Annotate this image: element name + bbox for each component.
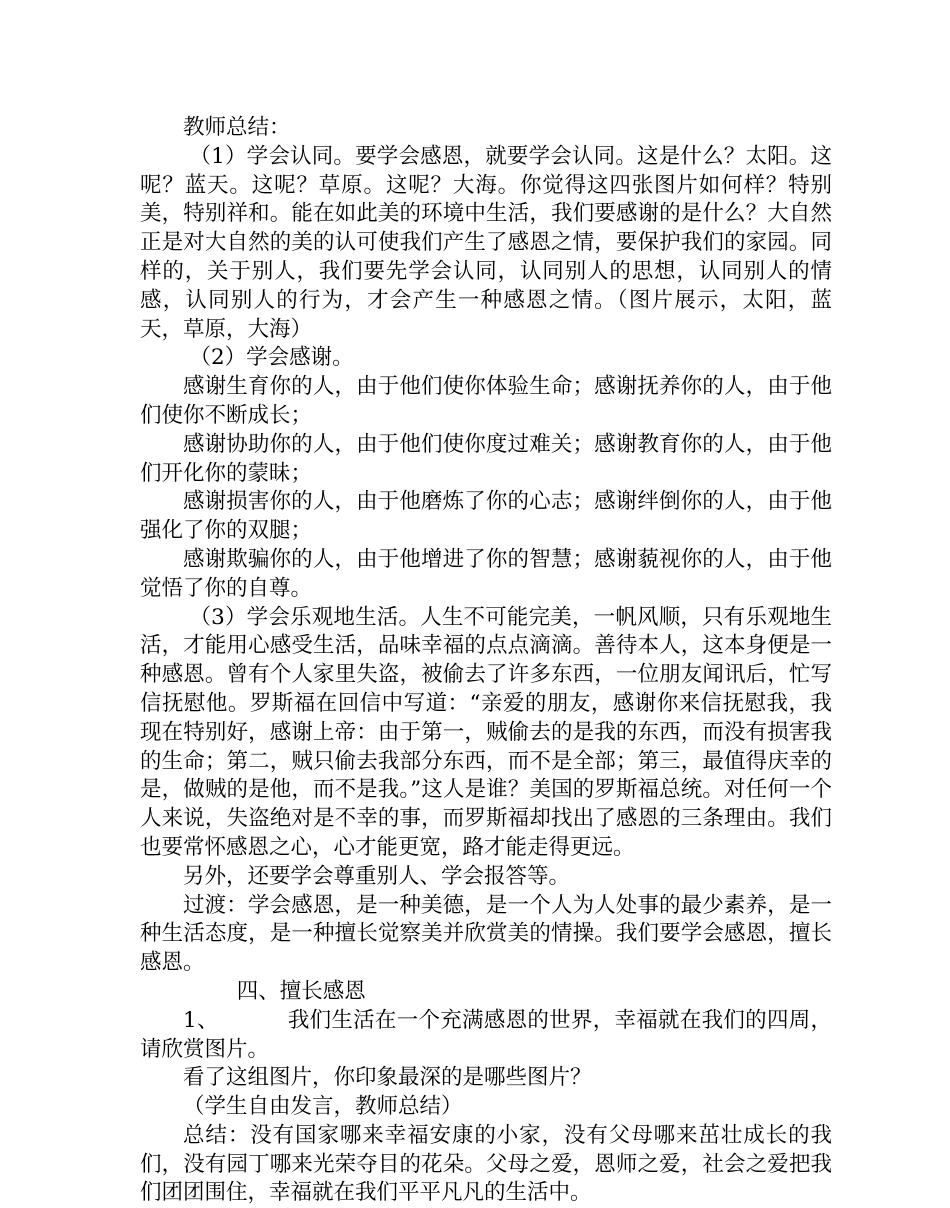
paragraph-optimistic-living: （3）学会乐观地生活。人生不可能完美，一帆风顺，只有乐观地生活，才能用心感受生活，品味幸福的点点滴滴。善待本人，这本身便是一种感恩。曾有个人家里失盗，被偷去了许多东西，一位朋友闻讯后，忙写信抚慰他。罗斯福在回信中写道：“亲爱的朋友，感谢你来信抚慰我，我现在特别好，感谢上帝：由于第一，贼偷去的是我的东西，而没有损害我的生命；第二，贼只偷去我部分东西，而不是全部；第三，最值得庆幸的是，做贼的是他，而不是我。”这人是谁？美国的罗斯福总统。对任何一个人来说，失盗绝对是不幸的事，而罗斯福却找出了感恩的三条理由。我们也要常怀感恩之心，心才能更宽，路才能走得更远。 — [140, 604, 832, 860]
section-heading-good-at-gratitude: 四、擅长感恩 — [236, 978, 366, 1004]
paragraph-transition: 过渡：学会感恩，是一种美德，是一个人为人处事的最少素养，是一种生活态度，是一种擅长觉察美并欣赏美的情操。我们要学会感恩，擅长感恩。 — [140, 892, 832, 976]
paragraph-teacher-summary-heading: 教师总结： — [183, 115, 291, 140]
paragraph-learn-to-recognize: （1）学会认同。要学会感恩，就要学会认同。这是什么？太阳。这呢？蓝天。这呢？草原。这呢？大海。你觉得这四张图片如何样？特别美，特别祥和。能在如此美的环境中生活，我们要感谢的是什么？大自然正是对大自然的美的认可使我们产生了感恩之情，要保护我们的家园。同样的，关于别人，我们要先学会认同，认同别人的思想，认同别人的情感，认同别人的行为，才会产生一种感恩之情。（图片展示，太阳，蓝天，草原，大海） — [140, 143, 832, 342]
paragraph-thank-4: 感谢欺骗你的人，由于他增进了你的智慧；感谢藐视你的人，由于他觉悟了你的自尊。 — [140, 546, 832, 601]
paragraph-question: 看了这组图片，你印象最深的是哪些图片？ — [183, 1065, 592, 1091]
list-marker: 1、 — [183, 1007, 219, 1033]
document-page — [140, 114, 832, 1208]
paragraph-thank-1: 感谢生育你的人，由于他们使你体验生命；感谢抚养你的人，由于他们使你不断成长； — [140, 374, 832, 428]
list-item-text: 我们生活在一个充满感恩的世界，幸福就在我们的四周，请欣赏图片。 — [140, 1007, 832, 1062]
paragraph-student-speech: （学生自由发言，教师总结） — [183, 1094, 463, 1120]
paragraph-thank-2: 感谢协助你的人，由于他们使你度过难关；感谢教育你的人，由于他们开化你的蒙昧； — [140, 431, 832, 486]
list-item-1 — [140, 1007, 832, 1065]
paragraph-additionally: 另外，还要学会尊重别人、学会报答等。 — [183, 863, 571, 889]
paragraph-conclusion: 总结：没有国家哪来幸福安康的小家，没有父母哪来茁壮成长的我们，没有园丁哪来光荣夺目的花朵。父母之爱，恩师之爱，社会之爱把我们团团围住，幸福就在我们平平凡凡的生活中。 — [140, 1122, 832, 1206]
paragraph-learn-to-thank-heading: （2）学会感谢。 — [189, 345, 354, 371]
paragraph-thank-3: 感谢损害你的人，由于他磨炼了你的心志；感谢绊倒你的人，由于他强化了你的双腿； — [140, 489, 832, 544]
